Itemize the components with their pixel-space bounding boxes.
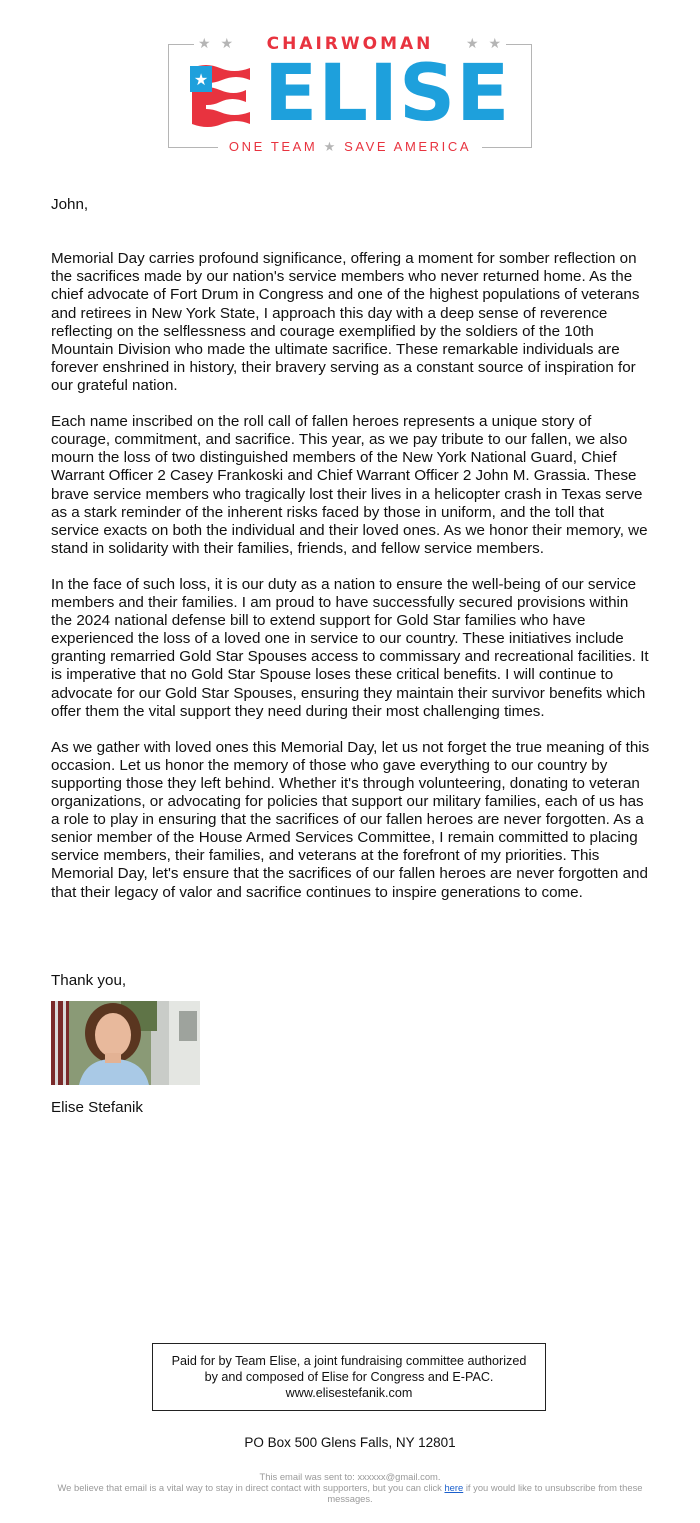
tagline-left: ONE TEAM: [228, 139, 318, 154]
email-footer: [48, 1471, 652, 1504]
mailing-address: PO Box 500 Glens Falls, NY 12801: [244, 1435, 456, 1450]
portrait-image: [51, 1001, 200, 1085]
logo-frame-left: [168, 44, 169, 148]
salutation: John,: [51, 196, 89, 213]
flag-e-icon: [190, 62, 252, 130]
signer-name: Elise Stefanik: [51, 1099, 144, 1116]
tagline-star-icon: ★: [323, 139, 338, 154]
disclaimer-text: Paid for by Team Elise, a joint fundraising committee authorized by and composed of Elise for Congress and E-PAC. www.elisestefanik.com: [171, 1354, 527, 1400]
unsubscribe-line: [48, 1482, 652, 1504]
letter-body: [51, 196, 651, 920]
logo-name: ELISE: [264, 49, 511, 139]
unsubscribe-text-after: if you would like to unsubscribe from these messages.: [327, 1482, 643, 1504]
signer-photo: [51, 1001, 200, 1085]
logo-kicker: CHAIRWOMAN: [266, 34, 434, 54]
paragraph-4: As we gather with loved ones this Memorial Day, let us not forget the true meaning of this occasion. Let us honor the memory of those who gave everything to our country by supporting those they left behind. Whether it's through volunteering, donating to veteran organizations, or advocating for policies that support our military families, each of us has a role to play in ensuring that the sacrifices of our fallen heroes are never forgotten. As a senior member of the House Armed Services Committee, I remain committed to placing service members, their families, and veterans at the forefront of my priorities. This Memorial Day, let's ensure that the sacrifices of our fallen heroes are never forgotten and that their legacy of valor and sacrifice continues to inspire generations to come.: [51, 738, 650, 901]
logo-frame-right: [531, 44, 532, 148]
paragraph-3: In the face of such loss, it is our duty as a nation to ensure the well-being of our service members and their families. I am proud to have successfully secured provisions within the 2024 national defense bill to extend support for Gold Star families who have experienced the loss of a loved one in service to our country. These initiatives include granting remarried Gold Star Spouses access to commissary and recreational facilities. It is imperative that no Gold Star Spouse loses these critical benefits. I will continue to advocate for our Gold Star Spouses, ensuring they maintain their survivor benefits which offer them the vital support they need during their most challenging times.: [51, 575, 649, 720]
logo-tagline: [168, 139, 532, 155]
chairwoman-elise-logo: [168, 32, 532, 157]
paragraph-2: Each name inscribed on the roll call of fallen heroes represents a unique story of courage, commitment, and sacrifice. This year, as we pay tribute to our fallen, we also mourn the loss of two distinguished members of the New York National Guard, Chief Warrant Officer 2 Casey Frankoski and Chief Warrant Officer 2 John M. Grassia. These brave service members who tragically lost their lives in a helicopter crash in Texas serve as a stark reminder of the inherent risks faced by those in uniform, and the toll that service exacts on both the individual and their loved ones. As we honor their memory, we stand in solidarity with their families, friends, and fellow service members.: [51, 413, 648, 557]
paragraph-1: Memorial Day carries profound significance, offering a moment for somber reflection on the sacrifices made by our nation's service members who never returned home. As the chief advocate of Fort Drum in Congress and one of the highest populations of veterans and retirees in New York State, I approach this day with a deep sense of reverence reflecting on the selflessness and courage exemplified by the soldiers of the 10th Mountain Division who made the ultimate sacrifice. These remarkable individuals are forever enshrined in history, their bravery serving as a constant source of inspiration for our grateful nation.: [51, 250, 640, 394]
closing: Thank you,: [51, 972, 127, 989]
stars-left-icon: ★ ★: [198, 35, 236, 51]
sent-to-line: This email was sent to: xxxxxx@gmail.com.: [259, 1471, 441, 1482]
unsubscribe-text-before: We believe that email is a vital way to stay in direct contact with supporters, but you can click: [57, 1482, 442, 1493]
stars-right-icon: ★ ★: [466, 35, 504, 51]
tagline-right: SAVE AMERICA: [344, 139, 472, 154]
svg-text:★: ★: [193, 70, 209, 89]
unsubscribe-link[interactable]: here: [444, 1482, 464, 1493]
paid-for-disclaimer: [152, 1343, 546, 1411]
